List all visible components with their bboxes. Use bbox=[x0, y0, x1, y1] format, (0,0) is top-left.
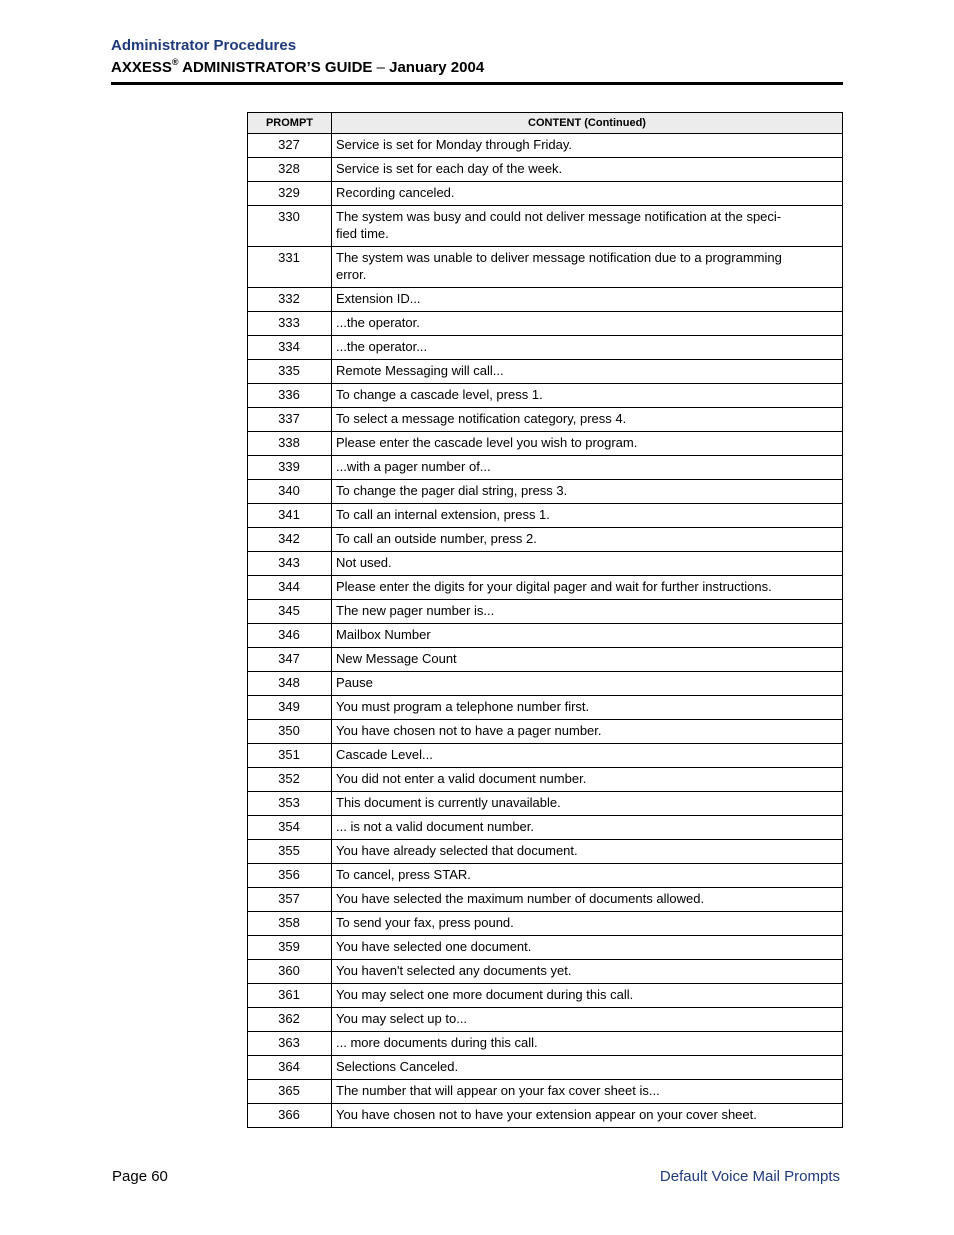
header-rule bbox=[111, 82, 843, 85]
table-row bbox=[248, 864, 843, 888]
prompt-number: 364 bbox=[248, 1056, 332, 1080]
prompt-content: Mailbox Number bbox=[332, 624, 843, 648]
table-row bbox=[248, 960, 843, 984]
table-body bbox=[248, 134, 843, 1128]
prompt-number: 348 bbox=[248, 672, 332, 696]
prompt-content: To select a message notification category, press 4. bbox=[332, 408, 843, 432]
table-row bbox=[248, 384, 843, 408]
prompt-number: 342 bbox=[248, 528, 332, 552]
prompt-content: The new pager number is... bbox=[332, 600, 843, 624]
table-row bbox=[248, 552, 843, 576]
prompt-number: 331 bbox=[248, 247, 332, 288]
prompt-number: 330 bbox=[248, 206, 332, 247]
prompt-number: 333 bbox=[248, 312, 332, 336]
table-row bbox=[248, 336, 843, 360]
table-row bbox=[248, 744, 843, 768]
table-row bbox=[248, 1056, 843, 1080]
table-row bbox=[248, 696, 843, 720]
table-row bbox=[248, 936, 843, 960]
prompt-content: You have chosen not to have a pager number. bbox=[332, 720, 843, 744]
prompt-number: 353 bbox=[248, 792, 332, 816]
table-row bbox=[248, 288, 843, 312]
table-row bbox=[248, 576, 843, 600]
table-row bbox=[248, 480, 843, 504]
table-row bbox=[248, 624, 843, 648]
table-row bbox=[248, 984, 843, 1008]
prompt-number: 362 bbox=[248, 1008, 332, 1032]
chapter-title: Default Voice Mail Prompts bbox=[659, 1168, 840, 1185]
table-row bbox=[248, 1080, 843, 1104]
prompt-content: To call an internal extension, press 1. bbox=[332, 504, 843, 528]
table-row bbox=[248, 672, 843, 696]
prompt-number: 351 bbox=[248, 744, 332, 768]
prompt-number: 352 bbox=[248, 768, 332, 792]
table-row bbox=[248, 1032, 843, 1056]
prompt-number: 355 bbox=[248, 840, 332, 864]
prompt-content: New Message Count bbox=[332, 648, 843, 672]
table-row bbox=[248, 912, 843, 936]
prompt-number: 346 bbox=[248, 624, 332, 648]
column-header-prompt: PROMPT bbox=[248, 113, 332, 134]
prompt-number: 347 bbox=[248, 648, 332, 672]
prompt-content: You have already selected that document. bbox=[332, 840, 843, 864]
prompt-content: Remote Messaging will call... bbox=[332, 360, 843, 384]
product-name: AXXESS bbox=[111, 59, 172, 76]
prompt-content: You have selected one document. bbox=[332, 936, 843, 960]
page-number: Page 60 bbox=[112, 1168, 168, 1185]
prompt-number: 358 bbox=[248, 912, 332, 936]
prompt-number: 335 bbox=[248, 360, 332, 384]
prompt-content: To call an outside number, press 2. bbox=[332, 528, 843, 552]
table-row bbox=[248, 247, 843, 288]
table-row bbox=[248, 158, 843, 182]
prompt-content: ...with a pager number of... bbox=[332, 456, 843, 480]
prompt-content: ... is not a valid document number. bbox=[332, 816, 843, 840]
title-separator: – bbox=[376, 59, 385, 76]
table-header-row bbox=[248, 113, 843, 134]
page-header bbox=[111, 37, 843, 77]
table-row bbox=[248, 360, 843, 384]
prompt-content: Recording canceled. bbox=[332, 182, 843, 206]
prompt-number: 354 bbox=[248, 816, 332, 840]
prompt-number: 332 bbox=[248, 288, 332, 312]
prompt-number: 350 bbox=[248, 720, 332, 744]
prompt-content: You have chosen not to have your extension appear on your cover sheet. bbox=[332, 1104, 843, 1128]
prompt-content: You haven't selected any documents yet. bbox=[332, 960, 843, 984]
prompt-number: 360 bbox=[248, 960, 332, 984]
table-row bbox=[248, 312, 843, 336]
prompt-number: 357 bbox=[248, 888, 332, 912]
prompt-number: 327 bbox=[248, 134, 332, 158]
prompt-content: Not used. bbox=[332, 552, 843, 576]
prompt-content: You may select up to... bbox=[332, 1008, 843, 1032]
prompt-number: 343 bbox=[248, 552, 332, 576]
table-row bbox=[248, 134, 843, 158]
prompt-content: To cancel, press STAR. bbox=[332, 864, 843, 888]
prompt-content: Please enter the digits for your digital pager and wait for further instructions. bbox=[332, 576, 843, 600]
table-row bbox=[248, 528, 843, 552]
prompt-number: 340 bbox=[248, 480, 332, 504]
prompt-content: You must program a telephone number first. bbox=[332, 696, 843, 720]
table-row bbox=[248, 504, 843, 528]
prompt-content: Service is set for each day of the week. bbox=[332, 158, 843, 182]
prompt-number: 359 bbox=[248, 936, 332, 960]
table-row bbox=[248, 792, 843, 816]
prompt-content: The number that will appear on your fax cover sheet is... bbox=[332, 1080, 843, 1104]
prompt-number: 366 bbox=[248, 1104, 332, 1128]
guide-title bbox=[111, 59, 843, 77]
prompt-content: The system was busy and could not deliver message notification at the speci- fied time. bbox=[332, 206, 843, 247]
table-row bbox=[248, 648, 843, 672]
table-row bbox=[248, 1104, 843, 1128]
prompt-content: To change the pager dial string, press 3. bbox=[332, 480, 843, 504]
table-row bbox=[248, 816, 843, 840]
prompt-content: Pause bbox=[332, 672, 843, 696]
table-row bbox=[248, 768, 843, 792]
table-row bbox=[248, 432, 843, 456]
guide-date: January 2004 bbox=[389, 59, 485, 76]
prompt-content: ... more documents during this call. bbox=[332, 1032, 843, 1056]
table-row bbox=[248, 720, 843, 744]
prompt-number: 334 bbox=[248, 336, 332, 360]
prompt-number: 329 bbox=[248, 182, 332, 206]
table-row bbox=[248, 182, 843, 206]
table-row bbox=[248, 600, 843, 624]
prompt-content: ...the operator. bbox=[332, 312, 843, 336]
table-row bbox=[248, 1008, 843, 1032]
guide-name: ADMINISTRATOR’S GUIDE bbox=[182, 59, 373, 76]
prompt-number: 337 bbox=[248, 408, 332, 432]
prompt-content: Selections Canceled. bbox=[332, 1056, 843, 1080]
prompt-number: 344 bbox=[248, 576, 332, 600]
prompt-content: Extension ID... bbox=[332, 288, 843, 312]
registered-mark: ® bbox=[171, 57, 179, 67]
section-title: Administrator Procedures bbox=[111, 37, 297, 54]
prompt-content: Please enter the cascade level you wish to program. bbox=[332, 432, 843, 456]
prompt-content: Cascade Level... bbox=[332, 744, 843, 768]
prompt-number: 341 bbox=[248, 504, 332, 528]
column-header-content: CONTENT (Continued) bbox=[332, 113, 843, 134]
prompt-number: 338 bbox=[248, 432, 332, 456]
prompt-content: You may select one more document during this call. bbox=[332, 984, 843, 1008]
prompt-number: 356 bbox=[248, 864, 332, 888]
prompt-content: Service is set for Monday through Friday. bbox=[332, 134, 843, 158]
prompt-number: 345 bbox=[248, 600, 332, 624]
prompt-content: ...the operator... bbox=[332, 336, 843, 360]
prompt-number: 339 bbox=[248, 456, 332, 480]
prompt-content: To send your fax, press pound. bbox=[332, 912, 843, 936]
prompt-content: The system was unable to deliver message notification due to a programming error. bbox=[332, 247, 843, 288]
prompts-table bbox=[247, 112, 843, 1128]
prompt-content: To change a cascade level, press 1. bbox=[332, 384, 843, 408]
table-row bbox=[248, 456, 843, 480]
prompt-content: This document is currently unavailable. bbox=[332, 792, 843, 816]
table-row bbox=[248, 888, 843, 912]
prompt-number: 349 bbox=[248, 696, 332, 720]
prompt-number: 361 bbox=[248, 984, 332, 1008]
prompt-number: 363 bbox=[248, 1032, 332, 1056]
table-row bbox=[248, 408, 843, 432]
prompt-number: 365 bbox=[248, 1080, 332, 1104]
prompt-content: You have selected the maximum number of documents allowed. bbox=[332, 888, 843, 912]
table-row bbox=[248, 840, 843, 864]
prompt-number: 336 bbox=[248, 384, 332, 408]
prompt-content: You did not enter a valid document number. bbox=[332, 768, 843, 792]
table-row bbox=[248, 206, 843, 247]
prompt-number: 328 bbox=[248, 158, 332, 182]
